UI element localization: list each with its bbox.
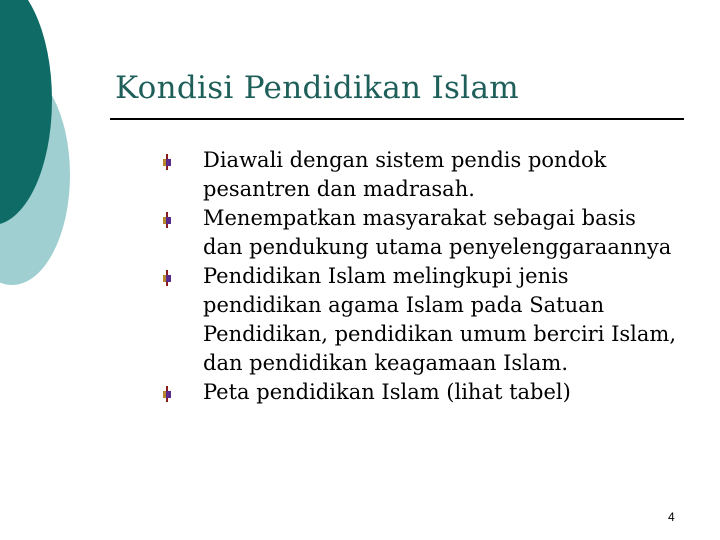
title-underline [110,118,684,120]
square-bullet-icon [160,270,174,286]
bullet-text: Menempatkan masyarakat sebagai basis dan pendukung utama penyelenggaraannya [203,206,672,259]
square-bullet-icon [160,386,174,402]
square-bullet-icon [160,212,174,228]
page-number: 4 [668,510,675,524]
bullet-text: Pendidikan Islam melingkupi jenis pendidikan agama Islam pada Satuan Pendidikan, pendidikan umum berciri Islam, dan pendidikan keagamaan Islam. [203,264,677,375]
slide-title: Kondisi Pendidikan Islam [115,70,519,106]
decorative-circles [0,0,120,300]
square-bullet-icon [160,154,174,170]
bullet-list [160,146,680,407]
bullet-item [160,262,680,378]
bullet-item [160,378,680,407]
bullet-item [160,146,680,204]
bullet-item [160,204,680,262]
bullet-text: Diawali dengan sistem pendis pondok pesantren dan madrasah. [203,148,607,201]
bullet-text: Peta pendidikan Islam (lihat tabel) [203,380,571,404]
